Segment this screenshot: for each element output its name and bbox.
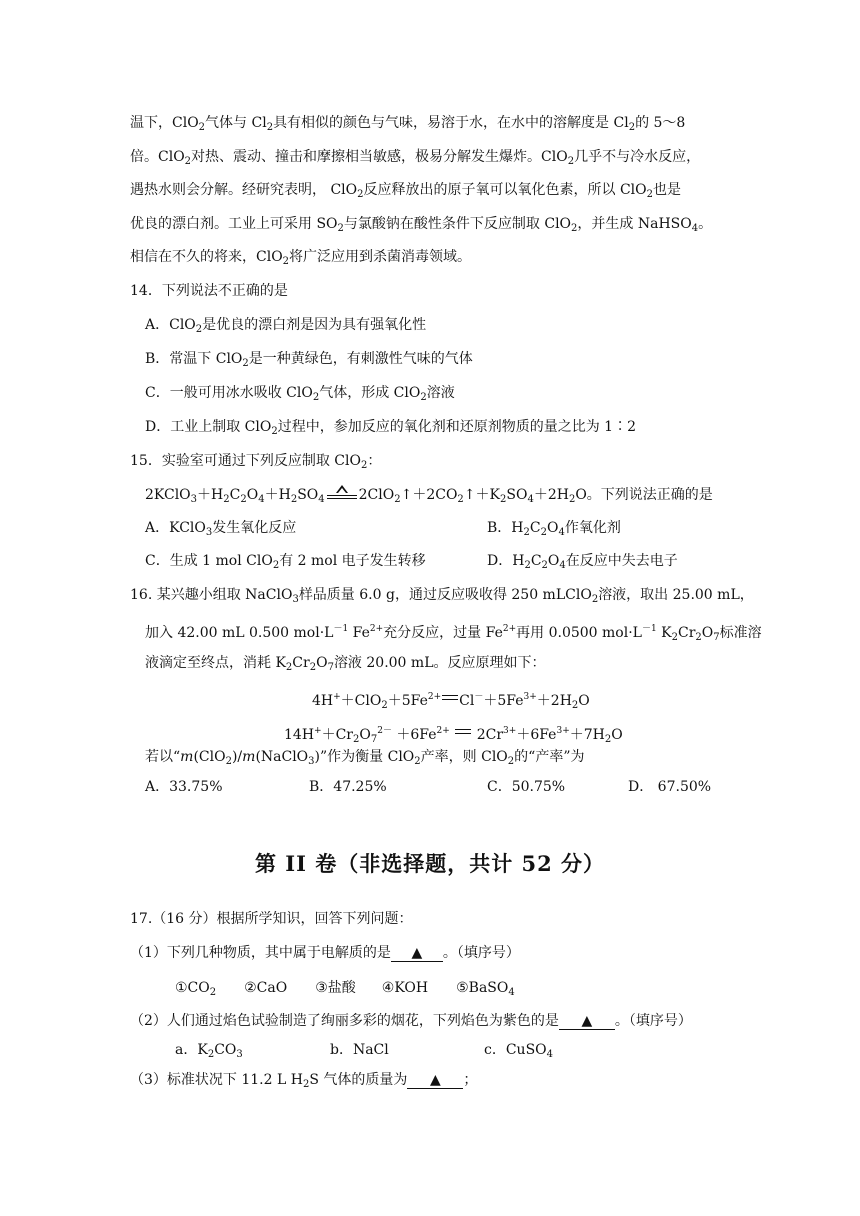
- q16-line-1: 16. 某兴趣小组取 NaClO$_3$样品质量 6.0 g，通过反应吸收得 250 mLClO$_2$溶液，取出 25.00 mL，: [130, 587, 754, 605]
- q14-option-d: D．工业上制取 ClO$_2$过程中，参加反应的氧化剂和还原剂物质的量之比为 1∶2: [145, 419, 636, 437]
- q16-line-3: 液滴定至终点，消耗 $K_2Cr_2O_7$溶液 20.00 mL。反应原理如下：: [145, 655, 546, 673]
- q14-stem: 14．下列说法不正确的是: [130, 283, 288, 299]
- q15-option-c: C．生成 1 mol ClO$_2$有 2 mol 电子发生转移: [145, 553, 426, 571]
- passage-line-1: 温下，ClO$_2$气体与 $Cl_2$具有相似的颜色与气味，易溶于水，在水中的溶解度是 $Cl_2$的 5～8: [130, 115, 686, 133]
- q14-option-c: C．一般可用冰水吸收 ClO$_2$气体，形成 ClO$_2$溶液: [145, 385, 455, 403]
- section-heading: 第 II 卷（非选择题，共计 52 分）: [254, 851, 606, 876]
- q16-option-d: D． 67.50%: [628, 779, 712, 795]
- q15-option-b: B．$H_2C_2O_4$作氧化剂: [487, 520, 621, 538]
- passage-line-5: 相信在不久的将来，ClO$_2$将广泛应用到杀菌消毒领域。: [130, 249, 472, 267]
- q17-part3: （3）标准状况下 11.2 L $H_2S$ 气体的质量为 ▲ ；: [130, 1072, 478, 1090]
- answer-blank[interactable]: ▲: [407, 1072, 463, 1089]
- equals-sign-icon: [454, 726, 472, 738]
- passage-line-2: 倍。ClO$_2$对热、震动、撞击和摩擦相当敏感，极易分解发生爆炸。ClO$_2$几乎不与冷水反应，: [130, 149, 701, 167]
- q14-option-b: B．常温下 ClO$_2$是一种黄绿色，有刺激性气味的气体: [145, 351, 473, 369]
- q16-line-2: 加入 42.00 mL 0.500 $mol\cdot L^{-1}$ $Fe^{2+}$充分反应，过量 $Fe^{2+}$再用 0.0500 $mol\cdot L^{-1}$ $K_2Cr_2O_7$标准溶: [145, 624, 762, 643]
- equals-sign-icon: [441, 692, 459, 704]
- q16-reaction-2: $14H^++Cr_2O_7^{2-} +6Fe^{2+}$ $2Cr^{3+}+6Fe^{3+}+7H_2O$: [284, 726, 623, 745]
- q15-option-d: D．$H_2C_2O_4$在反应中失去电子: [487, 553, 678, 571]
- q15-option-a: A．KClO$_3$发生氧化反应: [145, 520, 297, 538]
- passage-line-3: 遇热水则会分解。经研究表明， ClO$_2$反应释放出的原子氧可以氧化色素，所以 ClO$_2$也是: [130, 182, 681, 200]
- q17-part1-items: $①CO_2$ ②CaO ③盐酸 ④KOH ⑤BaSO$_4$: [175, 980, 515, 998]
- passage-line-4: 优良的漂白剂。工业上可采用 $SO_2$与氯酸钠在酸性条件下反应制取 ClO$_2$，并生成 NaHSO$_4$。: [130, 216, 713, 234]
- q16-reaction-1: $4H^++ClO_2+5Fe^{2+}$ $Cl^-+5Fe^{3+}+2H_2O$: [312, 692, 590, 711]
- q17-part2-item-c: c．CuSO$_4$: [484, 1042, 554, 1060]
- q17-part1: （1）下列几种物质，其中属于电解质的是 ▲ 。（填序号）: [130, 945, 520, 961]
- q15-stem: 15．实验室可通过下列反应制取 ClO$_2$：: [130, 453, 382, 471]
- heat-arrow-icon: [325, 485, 359, 503]
- answer-blank[interactable]: ▲: [391, 945, 443, 962]
- q16-option-c: C．50.75%: [487, 779, 566, 795]
- q14-option-a: A．ClO$_2$是优良的漂白剂是因为具有强氧化性: [145, 317, 427, 335]
- q16-option-a: A．33.75%: [145, 779, 223, 795]
- q17-part2-item-a: a．$K_2CO_3$: [175, 1042, 243, 1060]
- q16-option-b: B．47.25%: [309, 779, 387, 795]
- q15-equation: $2KClO_3+H_2C_2O_4+H_2SO_4$ $2ClO_2↑+2CO_2↑+K_2SO_4+2H_2O$。下列说法正确的是: [145, 487, 713, 505]
- q17-stem: 17.（16 分）根据所学知识，回答下列问题：: [130, 911, 413, 927]
- q17-part2: （2）人们通过焰色试验制造了绚丽多彩的烟花，下列焰色为紫色的是 ▲ 。（填序号）: [130, 1013, 692, 1029]
- q16-line-4: 若以“m(ClO$_2$)/m(NaClO$_3$)”作为衡量 ClO$_2$产率，则 ClO$_2$的“产率”为: [145, 749, 585, 767]
- answer-blank[interactable]: ▲: [559, 1013, 615, 1030]
- q17-part2-item-b: b．NaCl: [330, 1042, 389, 1058]
